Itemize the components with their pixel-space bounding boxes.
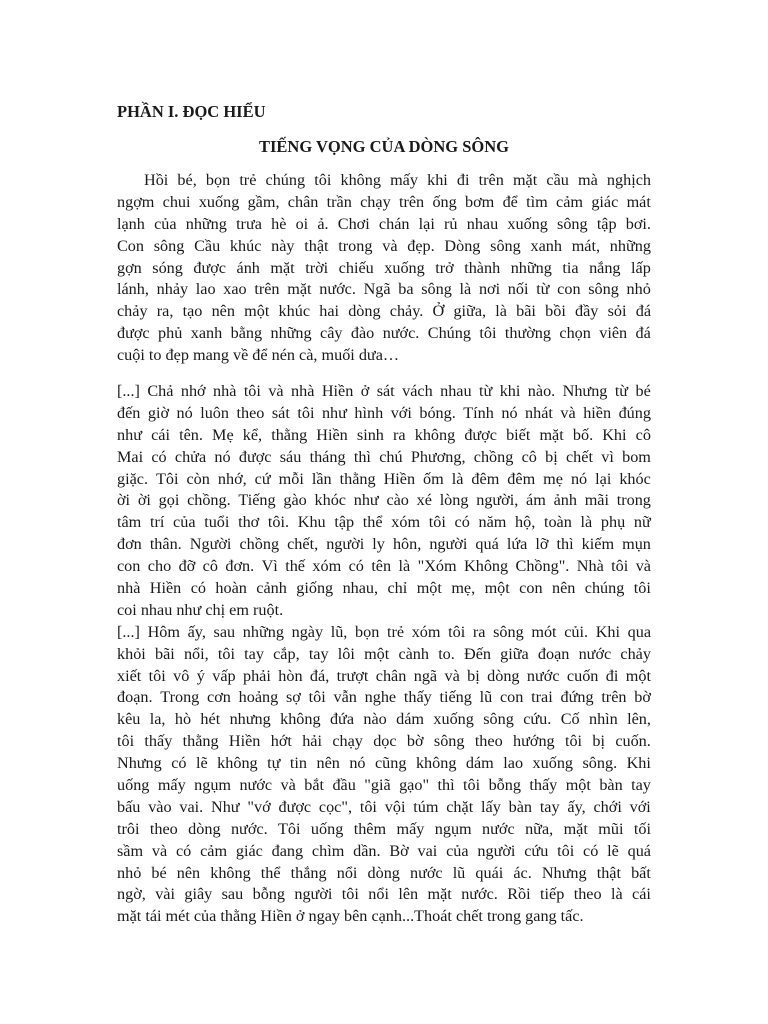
text-line: uống mấy ngụm nước và bắt đầu "giã gạo" thì tôi bỗng thấy một bàn tay — [117, 776, 651, 795]
text-line: đến giờ nó luôn theo sát tôi như hình với bóng. Tính nó nhát và hiền đúng — [117, 403, 651, 422]
text-line: [...] Hôm ấy, sau những ngày lũ, bọn trẻ xóm tôi ra sông mót củi. Khi qua — [117, 622, 651, 641]
text-line: đoạn. Trong cơn hoảng sợ tôi vẫn nghe thấy tiếng lũ con trai đứng trên bờ — [117, 688, 651, 707]
text-line: như cái tên. Mẹ kể, thằng Hiền sinh ra không được biết mặt bố. Khi cô — [117, 425, 651, 444]
text-line: [...] Chả nhớ nhà tôi và nhà Hiền ở sát vách nhau từ khi nào. Nhưng từ bé — [117, 382, 651, 400]
text-line: ngợm chui xuống gầm, chân trần chạy trên ống bơm để tìm cảm giác mát — [117, 192, 651, 211]
text-line: đơn thân. Người chồng chết, người ly hôn, người quá lứa lỡ thì kiếm mụn — [117, 535, 651, 554]
text-line: gợn sóng được ánh mặt trời chiếu xuống trở thành những tia nắng lấp — [117, 258, 651, 277]
text-line: coi nhau như chị em ruột. — [117, 600, 284, 619]
text-line: nhỏ bé nên không thể thắng nổi dòng nước lũ quái ác. Nhưng thật bất — [117, 863, 651, 882]
text-line: trôi theo dòng nước. Tôi uống thêm mấy ngụm nước nữa, mặt mũi tối — [117, 819, 651, 838]
section-heading: PHẦN I. ĐỌC HIỂU — [117, 102, 266, 121]
story-title: TIẾNG VỌNG CỦA DÒNG SÔNG — [259, 137, 509, 156]
text-line: sầm và có cảm giác đang chìm dần. Bờ vai của người cứu tôi có lẽ quá — [117, 841, 651, 860]
text-line: được phủ xanh bằng những cây đào nước. Chúng tôi thường chọn viên đá — [117, 324, 651, 343]
text-line: kêu la, hò hét nhưng không đứa nào dám xuống sông cứu. Cố nhìn lên, — [117, 710, 651, 729]
text-line: lánh, nhảy lao xao trên mặt nước. Ngã ba sông là nơi nối từ con sông nhỏ — [117, 280, 651, 299]
text-line: mặt tái mét của thằng Hiền ở ngay bên cạnh...Thoát chết trong gang tấc. — [117, 907, 584, 926]
text-line: Con sông Cầu khúc này thật trong và đẹp. Dòng sông xanh mát, những — [117, 236, 651, 255]
text-line: lạnh của những trưa hè oi ả. Chơi chán lại rủ nhau xuống sông tập bơi. — [117, 214, 651, 233]
paragraph-childhood-river — [117, 170, 651, 367]
text-line: tâm trí của tuổi thơ tôi. Khu tập thể xóm tôi có năm hộ, toàn là phụ nữ — [117, 513, 651, 532]
text-line: khỏi bãi nổi, tôi tay cắp, tay lôi một cành to. Đến giữa đoạn nước chảy — [117, 644, 651, 663]
text-line: giặc. Tôi còn nhớ, cứ mỗi lần thằng Hiền ốm là đêm đêm mẹ nó lại khóc — [117, 469, 651, 488]
text-line: Mai có chửa nó được sáu tháng thì chú Phương, chồng cô bị chết vì bom — [117, 447, 651, 466]
text-line: con cho đỡ cô đơn. Vì thế xóm có tên là "Xóm Không Chồng". Nhà tôi và — [117, 557, 651, 576]
text-line: cuội to đẹp mang về để nén cà, muối dưa… — [117, 346, 400, 365]
text-line: Nhưng có lẽ không tự tin nên nó cũng không dám lao xuống sông. Khi — [117, 754, 651, 773]
text-line: chảy ra, tạo nên một khúc hai dòng chảy. Ở giữa, là bãi bồi đầy sỏi đá — [117, 302, 651, 321]
text-line: Hồi bé, bọn trẻ chúng tôi không mấy khi đi trên mặt cầu mà nghịch — [144, 171, 651, 189]
text-line: bấu vào vai. Như "vớ được cọc", tôi vội túm chặt lấy bàn tay ấy, chới với — [117, 797, 651, 816]
text-line: xiết tôi vô ý vấp phải hòn đá, trượt chân ngã và bị dòng nước cuốn đi một — [117, 666, 651, 685]
text-line: nhà Hiền có hoàn cảnh giống nhau, chỉ một mẹ, một con nên chúng tôi — [117, 579, 651, 598]
paragraph-hien-rescue — [117, 381, 651, 928]
text-line: tôi thấy thằng Hiền hớt hải chạy dọc bờ sông theo hướng tôi bị cuốn. — [117, 732, 651, 751]
text-line: ngờ, vài giây sau bỗng người tôi nổi lên mặt nước. Rồi tiếp theo là cái — [117, 885, 651, 904]
text-line: ời ời gọi chồng. Tiếng gào khóc như cào xé lòng người, ám ảnh mãi trong — [117, 491, 651, 510]
